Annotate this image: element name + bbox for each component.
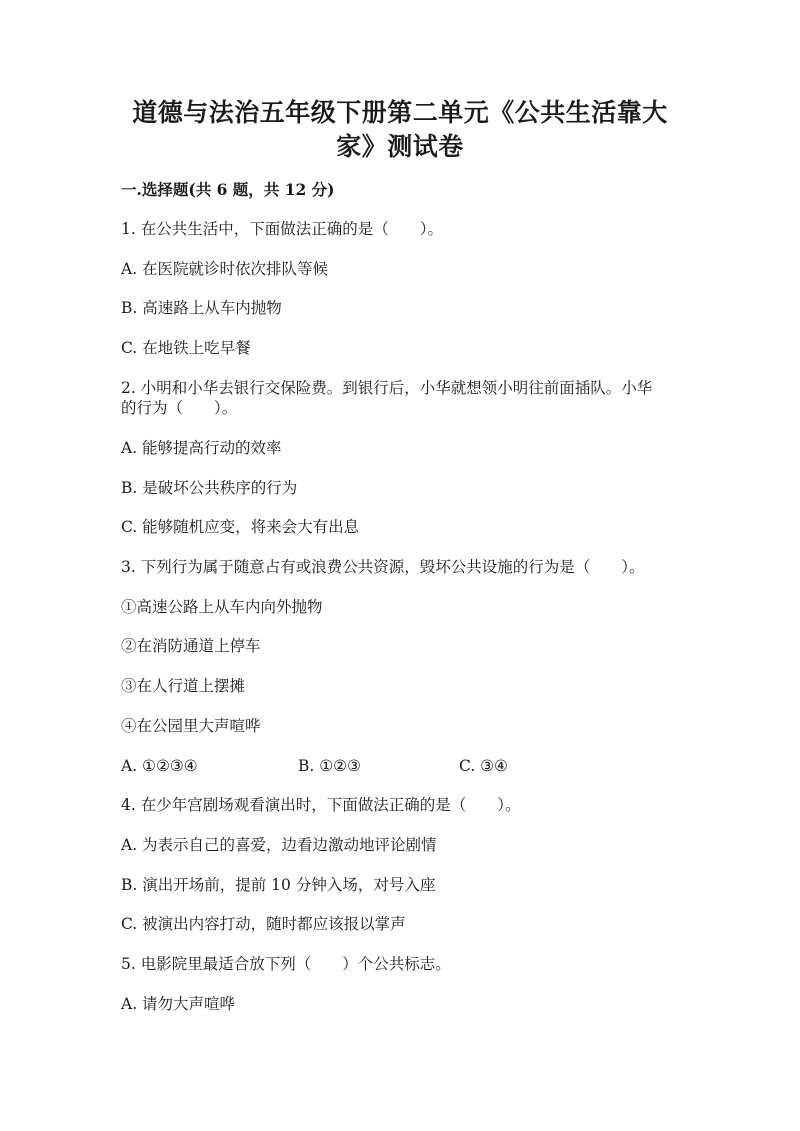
- question-3-option-b: B. ①②③: [298, 757, 361, 775]
- question-3-option-c: C. ③④: [459, 757, 508, 775]
- exam-title-line1: 道德与法治五年级下册第二单元《公共生活靠大: [132, 98, 668, 127]
- question-5-option-a: A. 请勿大声喧哗: [121, 995, 236, 1013]
- question-5-stem: 5. 电影院里最适合放下列（ ）个公共标志。: [121, 955, 451, 973]
- question-4-option-b: B. 演出开场前，提前 10 分钟入场，对号入座: [121, 876, 436, 894]
- question-4-stem: 4. 在少年宫剧场观看演出时，下面做法正确的是（ ）。: [121, 796, 521, 814]
- question-4-option-c: C. 被演出内容打动，随时都应该报以掌声: [121, 915, 406, 933]
- question-3-statement-4: ④在公园里大声喧哗: [121, 717, 261, 735]
- question-3-option-a: A. ①②③④: [121, 757, 198, 775]
- exam-title-line2: 家》测试卷: [336, 132, 464, 161]
- question-2-option-c: C. 能够随机应变，将来会大有出息: [121, 518, 360, 536]
- question-1-option-a: A. 在医院就诊时依次排队等候: [121, 260, 329, 278]
- question-2-option-a: A. 能够提高行动的效率: [121, 439, 282, 457]
- question-4-option-a: A. 为表示自己的喜爱，边看边激动地评论剧情: [121, 836, 437, 854]
- question-1-option-c: C. 在地铁上吃早餐: [121, 339, 251, 357]
- question-1-stem: 1. 在公共生活中，下面做法正确的是（ ）。: [121, 220, 443, 238]
- question-1-option-b: B. 高速路上从车内抛物: [121, 299, 282, 317]
- question-2-option-b: B. 是破坏公共秩序的行为: [121, 479, 298, 497]
- question-3-statement-1: ①高速公路上从车内向外抛物: [121, 598, 323, 616]
- question-2-stem-line2: 的行为（ ）。: [121, 399, 238, 417]
- question-3-statement-2: ②在消防通道上停车: [121, 637, 261, 655]
- question-2-stem-line1: 2. 小明和小华去银行交保险费。到银行后，小华就想领小明往前面插队。小华: [121, 379, 653, 397]
- question-3-statement-3: ③在人行道上摆摊: [121, 677, 246, 695]
- section-heading: 一.选择题(共 6 题，共 12 分): [121, 180, 335, 199]
- question-3-stem: 3. 下列行为属于随意占有或浪费公共资源，毁坏公共设施的行为是（ ）。: [121, 558, 645, 576]
